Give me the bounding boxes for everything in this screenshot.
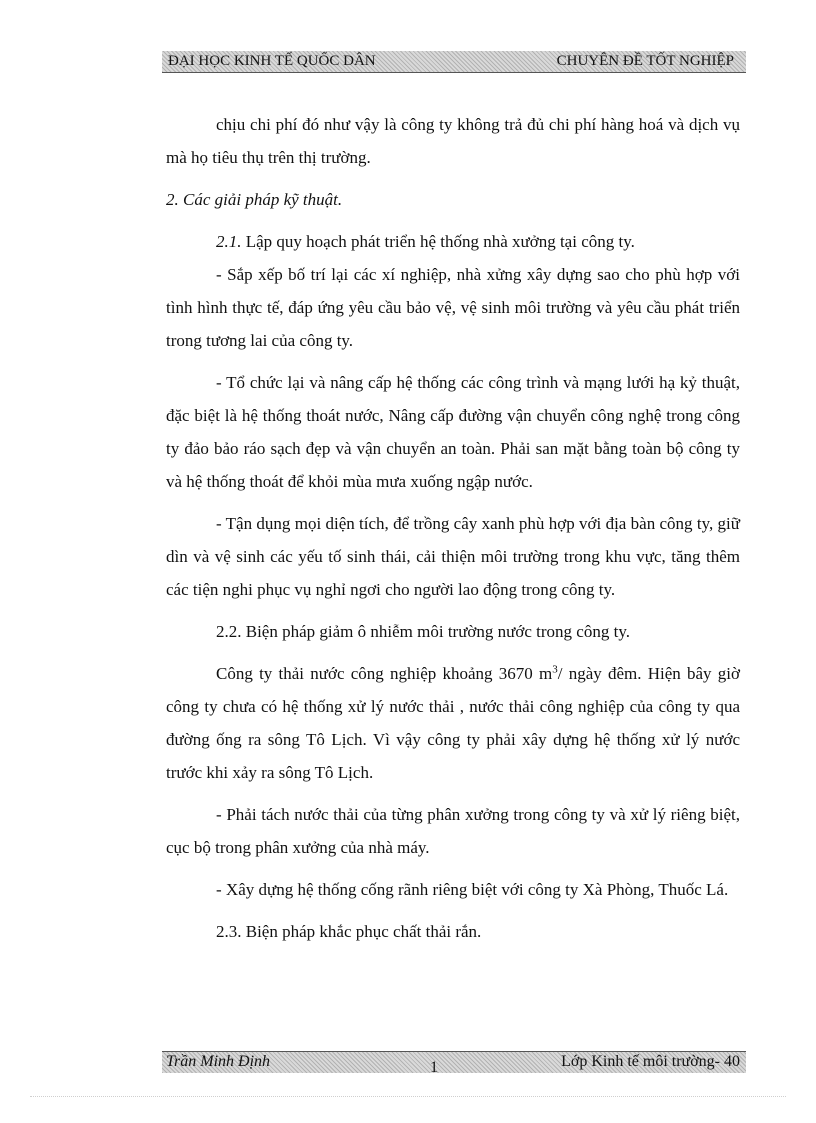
page-number: 1 bbox=[430, 1059, 438, 1076]
subsection-2-2: 2.2. Biện pháp giảm ô nhiễm môi trường nước trong công ty. bbox=[216, 622, 630, 641]
subsection-2-1-title: Lập quy hoạch phát triển hệ thống nhà xưởng tại công ty. bbox=[241, 232, 635, 251]
paragraph-infrastructure: - Tổ chức lại và nâng cấp hệ thống các công trình và mạng lưới hạ kỷ thuật, đặc biệt là hệ thống thoát nước, Nâng cấp đường vận chuyển công nghệ trong công ty đảo bảo ráo sạch đẹp và vận chuyển an toàn. Phải san mặt bằng toàn bộ công ty và hệ thống thoát để khỏi mùa mưa xuống ngập nước. bbox=[166, 373, 740, 491]
header-doc-type: CHUYÊN ĐỀ TỐT NGHIỆP bbox=[556, 53, 734, 69]
subsection-2-1 bbox=[166, 225, 740, 258]
paragraph-green-space: - Tận dụng mọi diện tích, để trồng cây xanh phù hợp với địa bàn công ty, giữ dìn và vệ sinh các yếu tố sinh thái, cải thiện môi trường trong khu vực, tăng thêm các tiện nghi phục vụ nghỉ ngơi cho người lao động trong công ty. bbox=[166, 514, 740, 599]
page-footer bbox=[162, 1051, 746, 1073]
wastewater-text-a: Công ty thải nước công nghiệp khoảng 3670 m bbox=[216, 664, 553, 683]
page-header bbox=[162, 51, 746, 73]
paragraph-cost: chịu chi phí đó như vậy là công ty không trả đủ chi phí hàng hoá và dịch vụ mà họ tiêu thụ trên thị trường. bbox=[166, 115, 740, 167]
paragraph-separation: - Phải tách nước thải của từng phân xưởng trong công ty và xử lý riêng biệt, cục bộ trong phân xưởng của nhà máy. bbox=[166, 805, 740, 857]
footer-author: Trần Minh Định bbox=[166, 1053, 271, 1070]
paragraph-drainage: - Xây dựng hệ thống cống rãnh riêng biệt với công ty Xà Phòng, Thuốc Lá. bbox=[216, 880, 729, 899]
document-body bbox=[166, 108, 740, 948]
subsection-2-1-number: 2.1. bbox=[216, 232, 242, 251]
paragraph-wastewater bbox=[166, 657, 740, 789]
header-university: ĐẠI HỌC KINH TẾ QUỐC DÂN bbox=[168, 53, 376, 69]
paragraph-arrangement: - Sắp xếp bố trí lại các xí nghiệp, nhà xửng xây dựng sao cho phù hợp với tình hình thực tế, đáp ứng yêu cầu bảo vệ, vệ sinh môi trường và yêu cầu phát triển trong tương lai của công ty. bbox=[166, 265, 740, 350]
wastewater-text-b: / ngày đêm. Hiện bây giờ công ty chưa có hệ thống xử lý nước thải , nước thải công nghiệp của công ty qua đường ống ra sông Tô Lịch. Vì vậy công ty phải xây dựng hệ thống xử lý nước trước khi xảy ra sông Tô Lịch. bbox=[166, 664, 741, 782]
page-bottom-divider bbox=[30, 1096, 786, 1097]
subsection-2-3: 2.3. Biện pháp khắc phục chất thải rắn. bbox=[216, 922, 482, 941]
footer-class: Lớp Kinh tế môi trường- 40 bbox=[561, 1053, 740, 1070]
section-heading-technical: 2. Các giải pháp kỹ thuật. bbox=[166, 190, 343, 209]
cubic-superscript: 3 bbox=[552, 663, 558, 676]
